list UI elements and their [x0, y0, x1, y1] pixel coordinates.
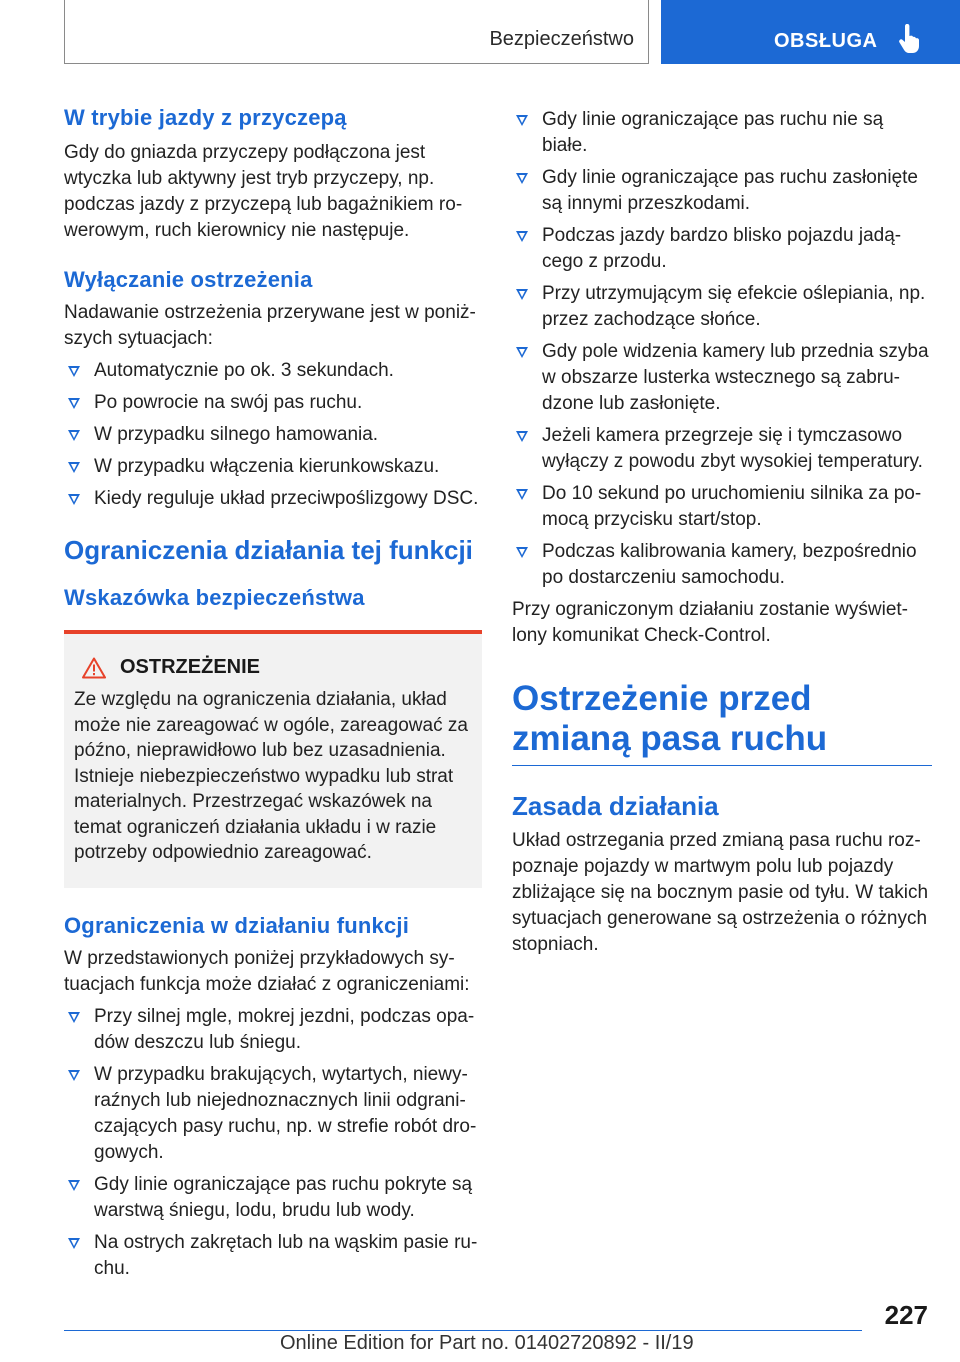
- list-item: Do 10 sekund po uruchomieniu silnika za pomocą przycisku start/stop.: [512, 481, 932, 533]
- list-item: Gdy pole widzenia kamery lub przednia szyba w obszarze lusterka wstecznego są zabrudzone lub zasłonięte.: [512, 339, 932, 417]
- lcw-heading-block: [512, 679, 932, 766]
- list-item: Gdy linie ograniczające pas ruchu pokryte są warstwą śniegu, lodu, brudu lub wody.: [64, 1172, 482, 1224]
- triangle-bullet-icon: [68, 398, 80, 409]
- principle-paragraph: Układ ostrzegania przed zmianą pasa ruchu rozpoznaje pojazdy w martwym polu lub pojazdy zbliżające się na bocznym pasie od tyłu. W takich sytuacjach generowane są ostrzeżenia o różnych stopniach.: [512, 830, 929, 955]
- list-item: Kiedy reguluje układ przeciwpoślizgowy DSC.: [64, 486, 482, 512]
- list-item: Przy silnej mgle, mokrej jezdni, podczas opadów deszczu lub śniegu.: [64, 1004, 482, 1056]
- triangle-bullet-icon: [68, 366, 80, 377]
- check-control-paragraph: Przy ograniczonym działaniu zostanie wyświetlony komunikat Check-Control.: [512, 599, 908, 646]
- list-item: W przypadku brakujących, wytartych, niewyraźnych lub niejednoznacznych linii odgraniczających pasy ruchu, np. w strefie robót drogowych.: [64, 1062, 482, 1166]
- principle-heading: Zasada działania: [512, 791, 719, 821]
- triangle-bullet-icon: [516, 431, 528, 442]
- trailer-heading: W trybie jazdy z przyczepą: [64, 105, 347, 130]
- triangle-bullet-icon: [68, 430, 80, 441]
- triangle-bullet-icon: [68, 1012, 80, 1023]
- limits-heading: Ograniczenia działania tej funkcji: [64, 535, 473, 565]
- list-item: Gdy linie ograniczające pas ruchu nie są białe.: [512, 107, 932, 159]
- triangle-bullet-icon: [516, 489, 528, 500]
- triangle-bullet-icon: [516, 347, 528, 358]
- func-limits-heading: Ograniczenia w działaniu funkcji: [64, 912, 410, 938]
- footer-edition: Online Edition for Part no. 01402720892 - II/19: [280, 1332, 694, 1354]
- list-item: Przy utrzymującym się efekcie oślepiania, np. przez zachodzące słońce.: [512, 281, 932, 333]
- list-item: Po powrocie na swój pas ruchu.: [64, 390, 482, 416]
- header-tab-obsluga[interactable]: [661, 0, 960, 64]
- warning-title-row: [82, 656, 468, 679]
- header-tab-label: OBSŁUGA: [774, 30, 878, 52]
- func-limits-list: [64, 1004, 482, 1282]
- warning-off-list: [64, 358, 482, 512]
- triangle-bullet-icon: [516, 547, 528, 558]
- warning-title: OSTRZEŻENIE: [120, 656, 261, 678]
- warning-triangle-icon: [82, 657, 106, 679]
- triangle-bullet-icon: [68, 1180, 80, 1191]
- header-section-title: Bezpieczeństwo: [489, 28, 634, 50]
- func-limits-paragraph: W przedstawionych poniżej przykładowych sytuacjach funkcja może działać z ograniczeniami:: [64, 947, 470, 995]
- list-item: Podczas kalibrowania kamery, bezpośrednio po dostarczeniu samochodu.: [512, 539, 932, 591]
- warning-text: Ze względu na ograniczenia działania, układ może nie zareagować w ogóle, zareagować za późno, nieprawidłowo lub bez uzasadnienia. Istnieje niebezpieczeństwo wypadku lub strat materialnych. Przestrzegać wskazówek na temat ograniczeń działania układu i w razie potrzeby odpowiednio zareagować.: [74, 689, 468, 863]
- list-item: Jeżeli kamera przegrzeje się i tymczasowo wyłączy z powodu zbyt wysokiej temperatury.: [512, 423, 932, 475]
- list-item: W przypadku włączenia kierunkowskazu.: [64, 454, 482, 480]
- hand-pointer-icon: [897, 24, 921, 54]
- triangle-bullet-icon: [68, 462, 80, 473]
- safety-heading: Wskazówka bezpieczeństwa: [64, 585, 365, 610]
- warning-box: [64, 630, 482, 888]
- footer-divider: [64, 1330, 862, 1331]
- conditions-list: [512, 107, 932, 591]
- list-item: Podczas jazdy bardzo blisko pojazdu jadącego z przodu.: [512, 223, 932, 275]
- list-item: Automatycznie po ok. 3 sekundach.: [64, 358, 482, 384]
- triangle-bullet-icon: [516, 231, 528, 242]
- triangle-bullet-icon: [516, 173, 528, 184]
- triangle-bullet-icon: [68, 494, 80, 505]
- page-number: 227: [884, 1300, 928, 1330]
- list-item: W przypadku silnego hamowania.: [64, 422, 482, 448]
- warning-off-paragraph: Nadawanie ostrzeżenia przerywane jest w poniższych sytuacjach:: [64, 302, 476, 349]
- header-section-box: [64, 0, 649, 64]
- list-item: Gdy linie ograniczające pas ruchu zasłonięte są innymi przeszkodami.: [512, 165, 932, 217]
- left-column: [64, 104, 482, 1288]
- triangle-bullet-icon: [516, 115, 528, 126]
- triangle-bullet-icon: [68, 1070, 80, 1081]
- triangle-bullet-icon: [68, 1238, 80, 1249]
- warning-off-heading: Wyłączanie ostrzeżenia: [64, 267, 313, 292]
- right-column: [512, 104, 932, 958]
- lcw-heading: Ostrzeżenie przed zmianą pasa ruchu: [512, 679, 828, 758]
- list-item: Na ostrych zakrętach lub na wąskim pasie ruchu.: [64, 1230, 482, 1282]
- triangle-bullet-icon: [516, 289, 528, 300]
- trailer-paragraph: Gdy do gniazda przyczepy podłączona jest wtyczka lub aktywny jest tryb przyczepy, np. podczas jazdy z przyczepą lub bagażnikiem rowerowym, ruch kierownicy nie następuje.: [64, 142, 463, 241]
